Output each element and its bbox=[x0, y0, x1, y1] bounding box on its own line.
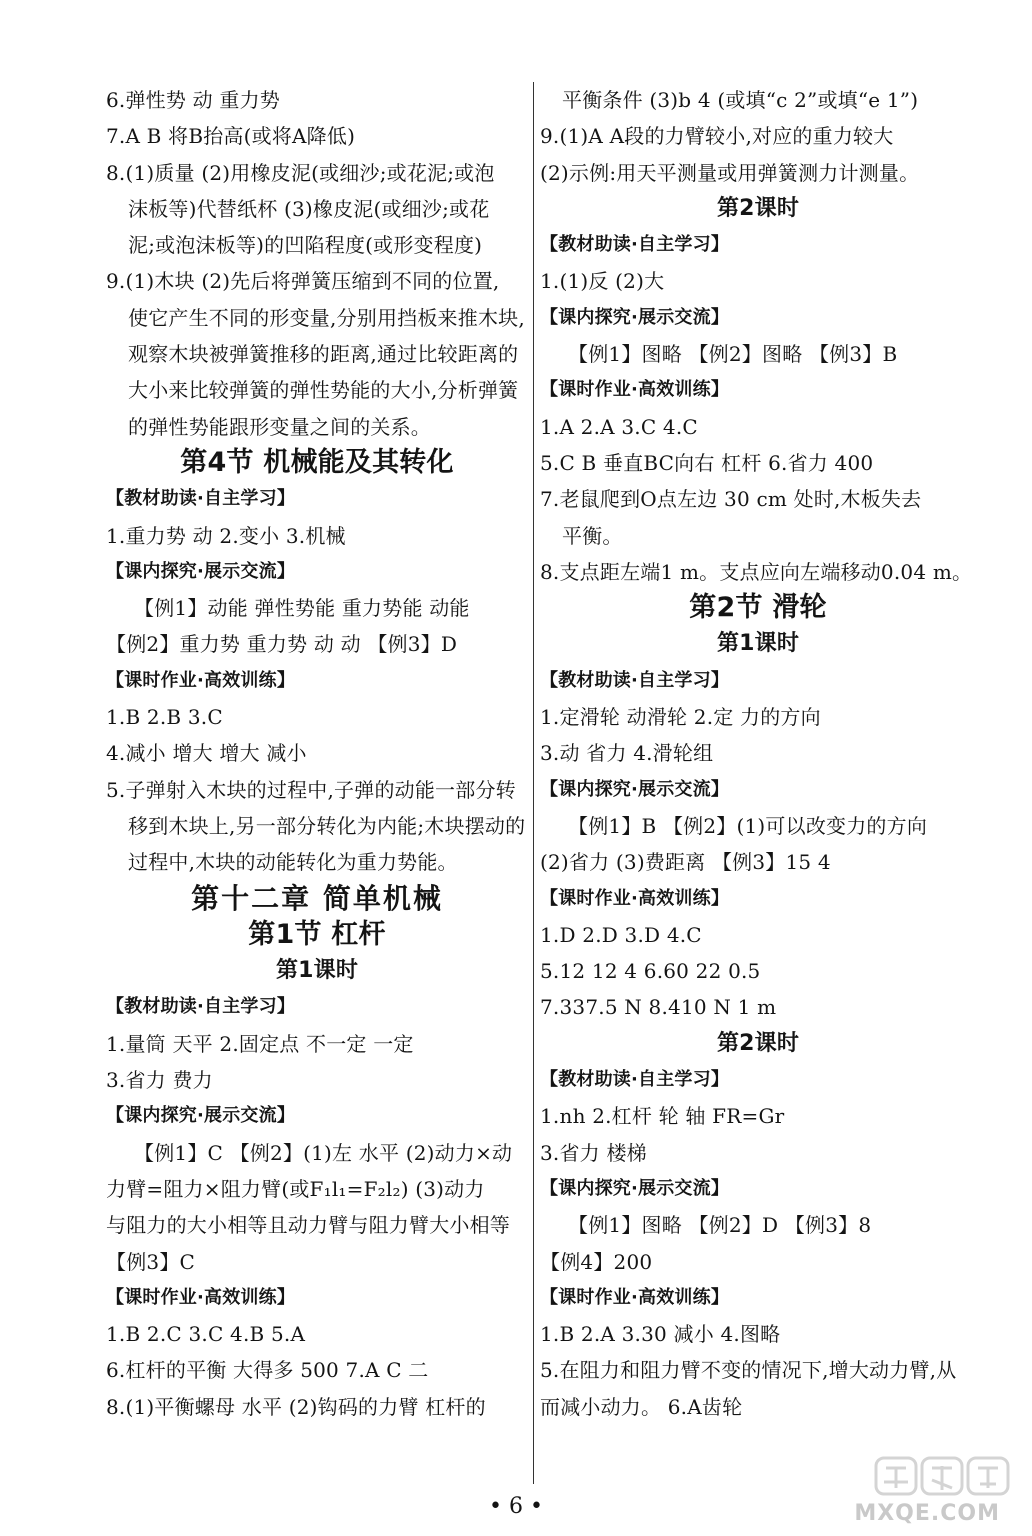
left-section-tag: 【课内探究·展示交流】 bbox=[106, 560, 296, 582]
right-line: 3.省力 楼梯 bbox=[540, 1140, 647, 1165]
left-line: 【例1】动能 弹性势能 重力势能 动能 bbox=[134, 596, 470, 621]
right-line: 3.动 省力 4.滑轮组 bbox=[540, 741, 714, 766]
right-line: 1.A 2.A 3.C 4.C bbox=[540, 414, 698, 439]
left-line: 与阻力的大小相等且动力臂与阻力臂大小相等 bbox=[106, 1213, 510, 1238]
left-column bbox=[106, 82, 528, 1425]
left-line: 观察木块被弹簧推移的距离,通过比较距离的 bbox=[128, 342, 519, 367]
right-section-tag: 【课时作业·高效训练】 bbox=[540, 379, 730, 401]
left-line: 力臂=阻力×阻力臂(或F₁l₁=F₂l₂) (3)动力 bbox=[106, 1176, 485, 1201]
right-section-tag: 【教材助读·自主学习】 bbox=[540, 1069, 730, 1091]
column-divider bbox=[533, 82, 534, 1484]
right-section-tag: 【教材助读·自主学习】 bbox=[540, 669, 730, 691]
right-section-tag: 【课内探究·展示交流】 bbox=[540, 778, 730, 800]
right-line: 1.B 2.A 3.30 减小 4.图略 bbox=[540, 1322, 781, 1347]
left-line: 8.(1)质量 (2)用橡皮泥(或细沙;或花泥;或泡 bbox=[106, 160, 495, 185]
right-section-tag: 【课内探究·展示交流】 bbox=[540, 306, 730, 328]
left-line: 移到木块上,另一部分转化为内能;木块摆动的 bbox=[128, 813, 526, 838]
right-lesson-heading: 第2课时 bbox=[716, 195, 800, 221]
right-line: 1.nh 2.杠杆 轮 轴 FR=Gr bbox=[540, 1104, 785, 1129]
left-section-tag: 【课时作业·高效训练】 bbox=[106, 669, 296, 691]
right-line: 8.支点距左端1 m。支点应向左端移动0.04 m。 bbox=[540, 559, 973, 584]
left-line: 6.杠杆的平衡 大得多 500 7.A C 二 bbox=[106, 1358, 429, 1383]
left-line: 泥;或泡沫板等)的凹陷程度(或形变程度) bbox=[128, 233, 483, 258]
page-number: • 6 • bbox=[489, 1494, 543, 1519]
right-column bbox=[540, 82, 976, 1425]
left-line: 大小来比较弹簧的弹性势能的大小,分析弹簧 bbox=[128, 378, 519, 403]
left-line: 8.(1)平衡螺母 水平 (2)钩码的力臂 杠杆的 bbox=[106, 1394, 486, 1419]
right-line: 平衡条件 (3)b 4 (或填“c 2”或填“e 1”) bbox=[562, 88, 919, 112]
left-line: 1.B 2.B 3.C bbox=[106, 705, 223, 730]
right-section-tag: 【课时作业·高效训练】 bbox=[540, 1286, 730, 1308]
right-line: (2)示例:用天平测量或用弹簧测力计测量。 bbox=[540, 160, 920, 185]
left-section-tag: 【教材助读·自主学习】 bbox=[106, 488, 296, 510]
right-line: 平衡。 bbox=[562, 523, 623, 548]
right-line: 5.在阻力和阻力臂不变的情况下,增大动力臂,从 bbox=[540, 1358, 957, 1383]
right-line: 【例1】图略 【例2】D 【例3】8 bbox=[568, 1213, 872, 1238]
left-line: 【例3】C bbox=[106, 1249, 196, 1274]
left-section-heading: 第1节 杠杆 bbox=[248, 918, 386, 950]
left-line: 1.B 2.C 3.C 4.B 5.A bbox=[106, 1322, 306, 1347]
left-line: 使它产生不同的形变量,分别用挡板来推木块, bbox=[128, 305, 525, 330]
right-lesson-heading: 第1课时 bbox=[716, 631, 800, 657]
right-line: 1.D 2.D 3.D 4.C bbox=[540, 922, 702, 947]
left-section-heading: 第4节 机械能及其转化 bbox=[180, 446, 454, 478]
right-line: 1.(1)反 (2)大 bbox=[540, 269, 665, 294]
right-line: 7.337.5 N 8.410 N 1 m bbox=[540, 995, 777, 1020]
left-line: 过程中,木块的动能转化为重力势能。 bbox=[128, 850, 458, 875]
right-line: 5.C B 垂直BC向右 杠杆 6.省力 400 bbox=[540, 450, 874, 475]
left-line: 1.量筒 天平 2.固定点 不一定 一定 bbox=[106, 1031, 414, 1056]
left-line: 【例2】重力势 重力势 动 动 【例3】D bbox=[106, 632, 458, 657]
left-line: 1.重力势 动 2.变小 3.机械 bbox=[106, 523, 346, 548]
left-line: 沫板等)代替纸杯 (3)橡皮泥(或细沙;或花 bbox=[128, 196, 490, 221]
left-line: 7.A B 将B抬高(或将A降低) bbox=[106, 124, 356, 149]
right-line: 5.12 12 4 6.60 22 0.5 bbox=[540, 959, 761, 984]
watermark-logo bbox=[854, 1454, 1018, 1530]
left-line: 5.子弹射入木块的过程中,子弹的动能一部分转 bbox=[106, 777, 516, 802]
right-line: 而减小动力。 6.A齿轮 bbox=[540, 1394, 743, 1419]
left-line: 3.省力 费力 bbox=[106, 1068, 213, 1093]
right-section-tag: 【课时作业·高效训练】 bbox=[540, 887, 730, 909]
right-line: 【例4】200 bbox=[540, 1249, 653, 1274]
right-lesson-heading: 第2课时 bbox=[716, 1030, 800, 1056]
right-section-tag: 【课内探究·展示交流】 bbox=[540, 1177, 730, 1199]
left-lesson-heading: 第1课时 bbox=[275, 958, 359, 984]
right-line: 1.定滑轮 动滑轮 2.定 力的方向 bbox=[540, 705, 821, 730]
right-line: (2)省力 (3)费距离 【例3】15 4 bbox=[540, 850, 831, 875]
right-line: 【例1】图略 【例2】图略 【例3】B bbox=[568, 342, 898, 367]
right-section-tag: 【教材助读·自主学习】 bbox=[540, 234, 730, 256]
left-section-heading: 第十二章 简单机械 bbox=[191, 881, 443, 915]
right-line: 【例1】B 【例2】(1)可以改变力的方向 bbox=[568, 813, 928, 838]
watermark-text: MXQE.COM bbox=[854, 1501, 1000, 1526]
right-line: 9.(1)A A段的力臂较小,对应的重力较大 bbox=[540, 124, 894, 149]
left-line: 4.减小 增大 增大 减小 bbox=[106, 741, 307, 766]
left-line: 【例1】C 【例2】(1)左 水平 (2)动力×动 bbox=[134, 1140, 513, 1165]
left-section-tag: 【教材助读·自主学习】 bbox=[106, 996, 296, 1018]
right-line: 7.老鼠爬到O点左边 30 cm 处时,木板失去 bbox=[540, 487, 922, 512]
right-section-heading: 第2节 滑轮 bbox=[689, 592, 827, 624]
left-section-tag: 【课时作业·高效训练】 bbox=[106, 1286, 296, 1308]
left-line: 6.弹性势 动 重力势 bbox=[106, 88, 280, 112]
left-section-tag: 【课内探究·展示交流】 bbox=[106, 1105, 296, 1127]
left-line: 的弹性势能跟形变量之间的关系。 bbox=[128, 414, 431, 439]
left-line: 9.(1)木块 (2)先后将弹簧压缩到不同的位置, bbox=[106, 269, 500, 294]
